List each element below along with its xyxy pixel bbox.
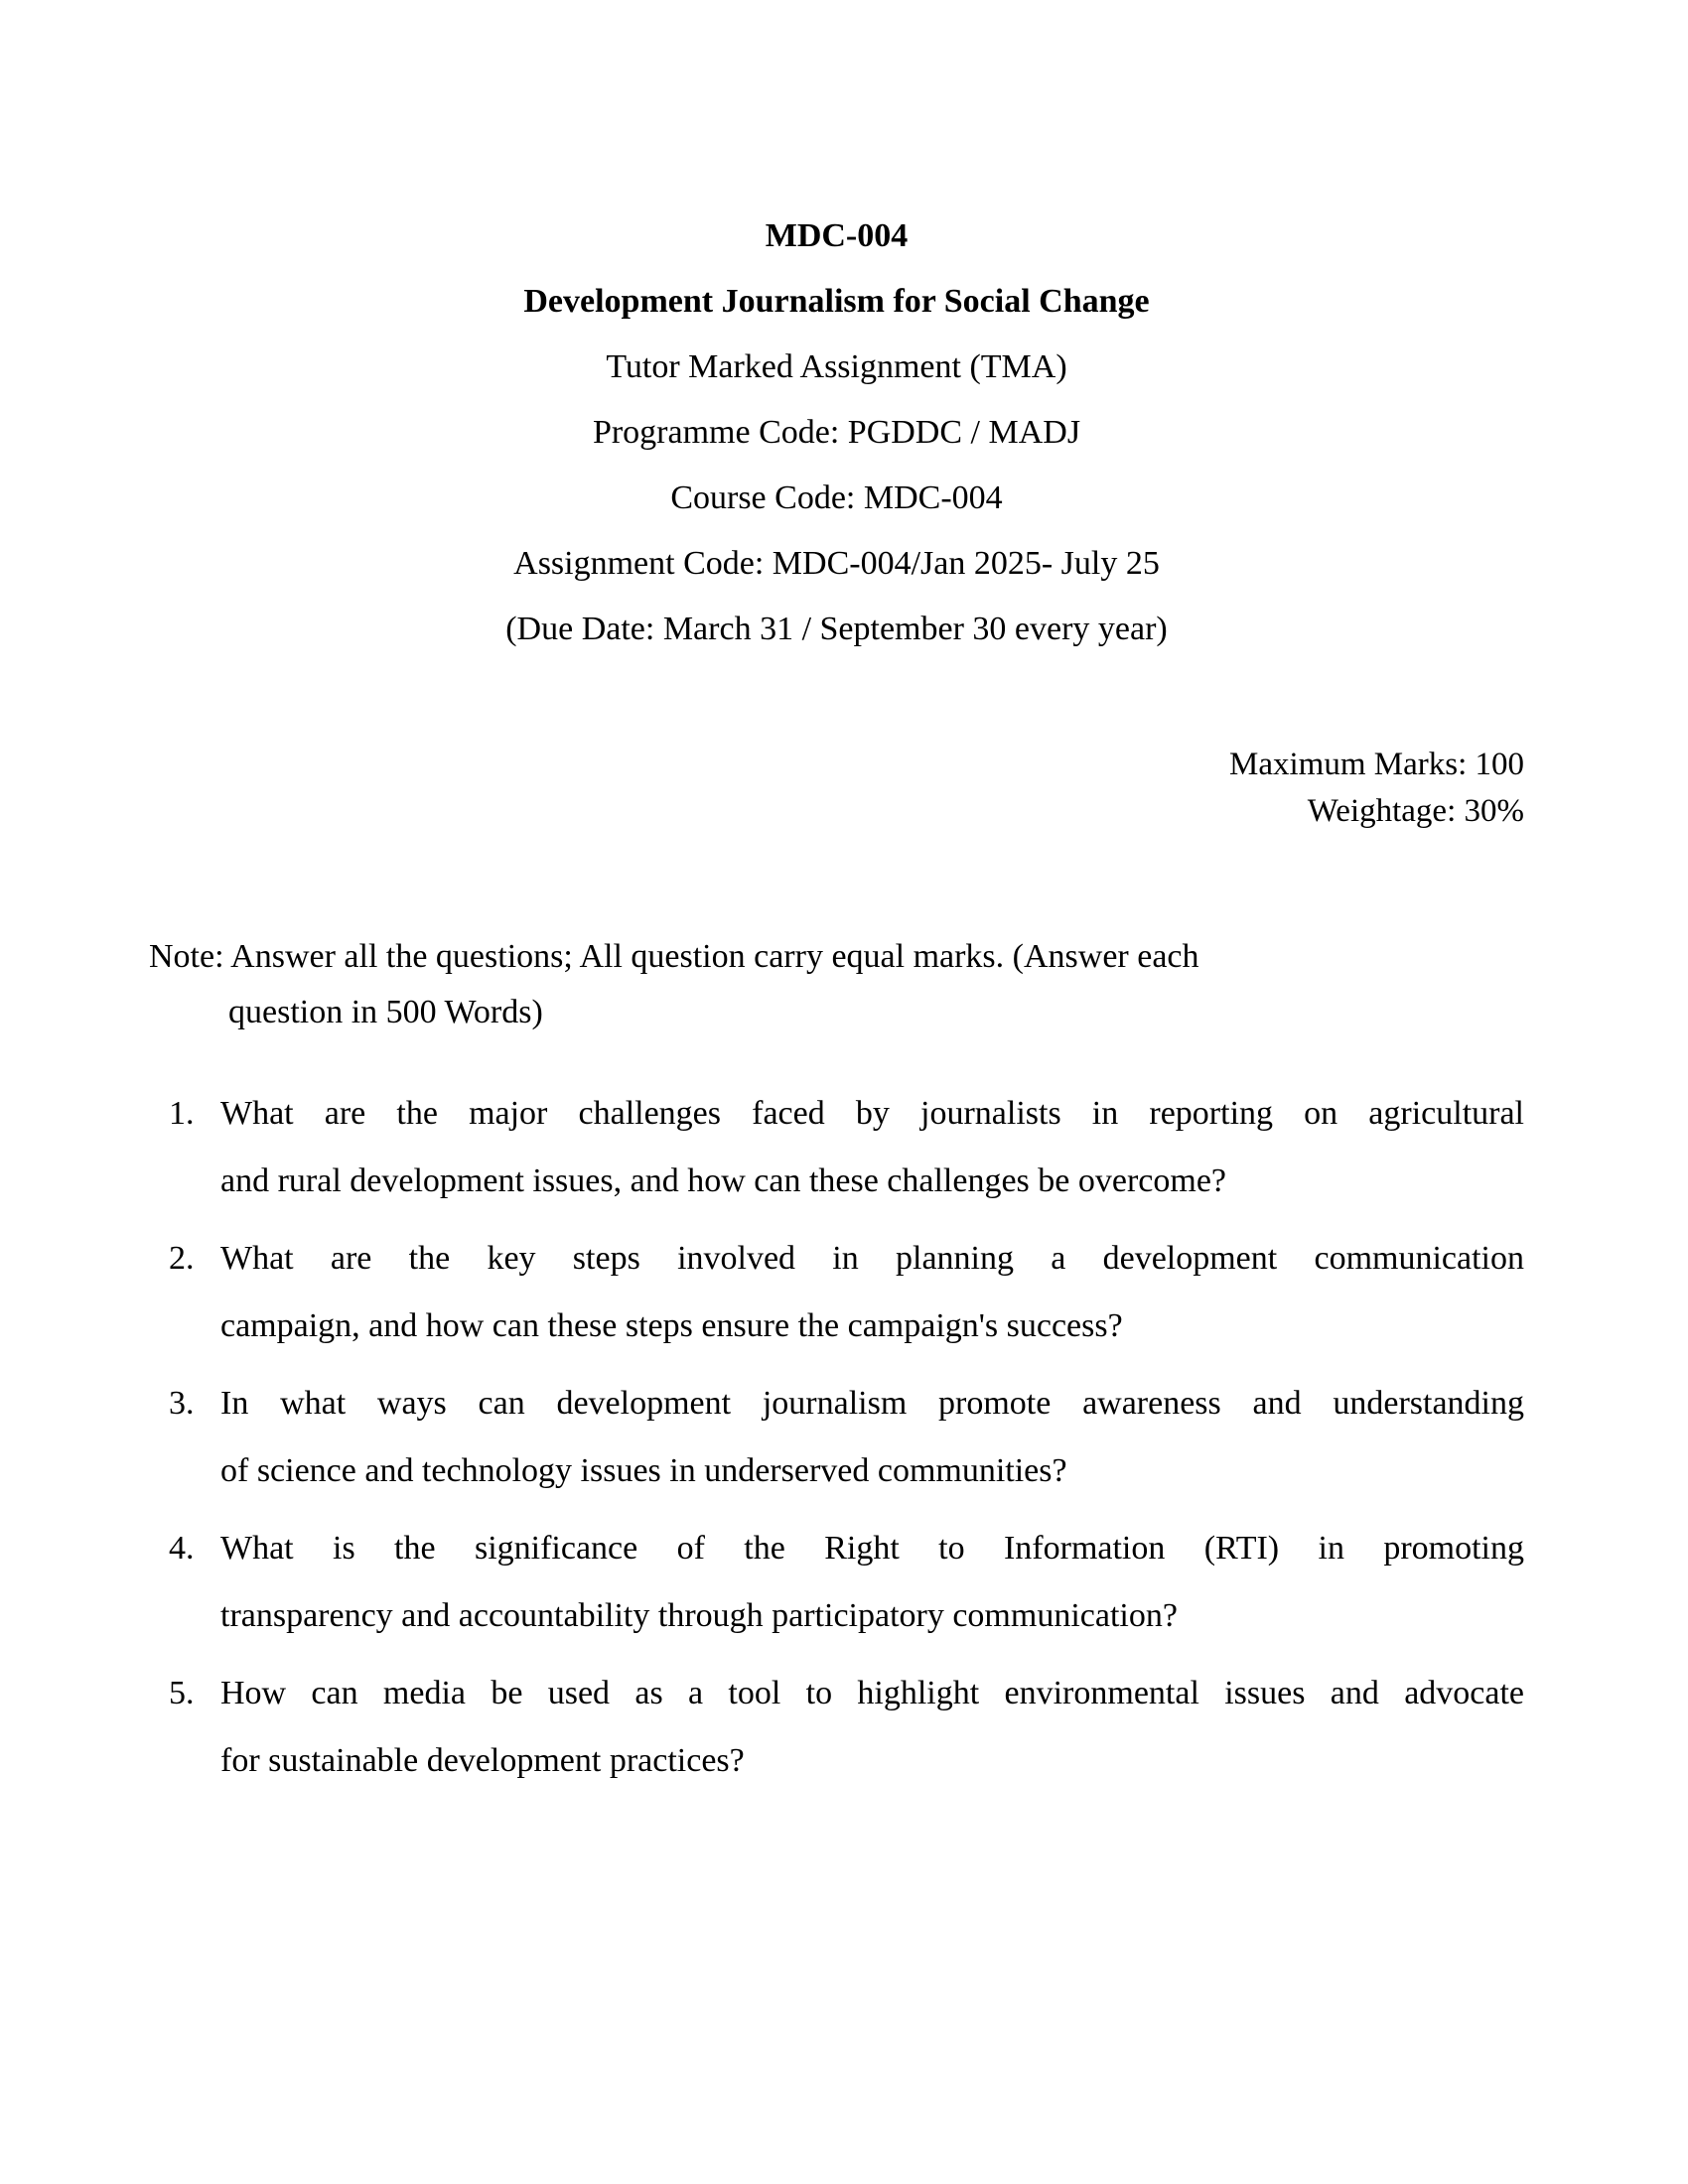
question-item-4 bbox=[149, 1515, 1524, 1650]
question-text-line-1: What are the key steps involved in planning a development communication bbox=[220, 1240, 1524, 1277]
programme-code-line: Programme Code: PGDDC / MADJ bbox=[592, 414, 1081, 451]
question-text-line-1: What is the significance of the Right to Information (RTI) in promoting bbox=[220, 1530, 1524, 1567]
question-text-line-1: How can media be used as a tool to highlight environmental issues and advocate bbox=[220, 1675, 1524, 1711]
question-number: 2. bbox=[169, 1240, 195, 1277]
course-name-title: Development Journalism for Social Change bbox=[523, 283, 1150, 320]
course-number-title: MDC-004 bbox=[765, 217, 909, 254]
questions-list bbox=[149, 1080, 1524, 1795]
question-text bbox=[220, 1225, 1524, 1360]
marks-block bbox=[149, 742, 1524, 835]
course-code-line: Course Code: MDC-004 bbox=[670, 479, 1003, 516]
assignment-header bbox=[149, 204, 1524, 662]
question-text-line-1: What are the major challenges faced by journalists in reporting on agricultural bbox=[220, 1095, 1524, 1132]
question-text bbox=[220, 1660, 1524, 1795]
question-item-1 bbox=[149, 1080, 1524, 1215]
question-text-line-1: In what ways can development journalism promote awareness and understanding bbox=[220, 1385, 1524, 1422]
assignment-code-line: Assignment Code: MDC-004/Jan 2025- July 25 bbox=[513, 545, 1160, 582]
assignment-type-line: Tutor Marked Assignment (TMA) bbox=[606, 348, 1067, 385]
question-text-line-2: transparency and accountability through participatory communication? bbox=[220, 1597, 1178, 1634]
question-text-line-2: campaign, and how can these steps ensure the campaign's success? bbox=[220, 1307, 1123, 1344]
question-item-3 bbox=[149, 1370, 1524, 1505]
question-text bbox=[220, 1515, 1524, 1650]
question-text bbox=[220, 1080, 1524, 1215]
weightage-line: Weightage: 30% bbox=[1307, 793, 1524, 829]
question-text-line-2: for sustainable development practices? bbox=[220, 1742, 745, 1779]
note-line-2: question in 500 Words) bbox=[228, 994, 543, 1030]
question-text-line-2: of science and technology issues in underserved communities? bbox=[220, 1452, 1067, 1489]
due-date-line: (Due Date: March 31 / September 30 every year) bbox=[505, 611, 1168, 647]
maximum-marks-line: Maximum Marks: 100 bbox=[1229, 747, 1524, 782]
question-item-2 bbox=[149, 1225, 1524, 1360]
question-text-line-2: and rural development issues, and how can these challenges be overcome? bbox=[220, 1162, 1227, 1199]
question-number: 1. bbox=[169, 1095, 195, 1132]
question-item-5 bbox=[149, 1660, 1524, 1795]
question-number: 3. bbox=[169, 1385, 195, 1422]
note-line-1: Note: Answer all the questions; All question carry equal marks. (Answer each bbox=[149, 938, 1199, 975]
question-number: 4. bbox=[169, 1530, 195, 1567]
question-text bbox=[220, 1370, 1524, 1505]
question-number: 5. bbox=[169, 1675, 195, 1711]
note-block bbox=[149, 929, 1524, 1040]
